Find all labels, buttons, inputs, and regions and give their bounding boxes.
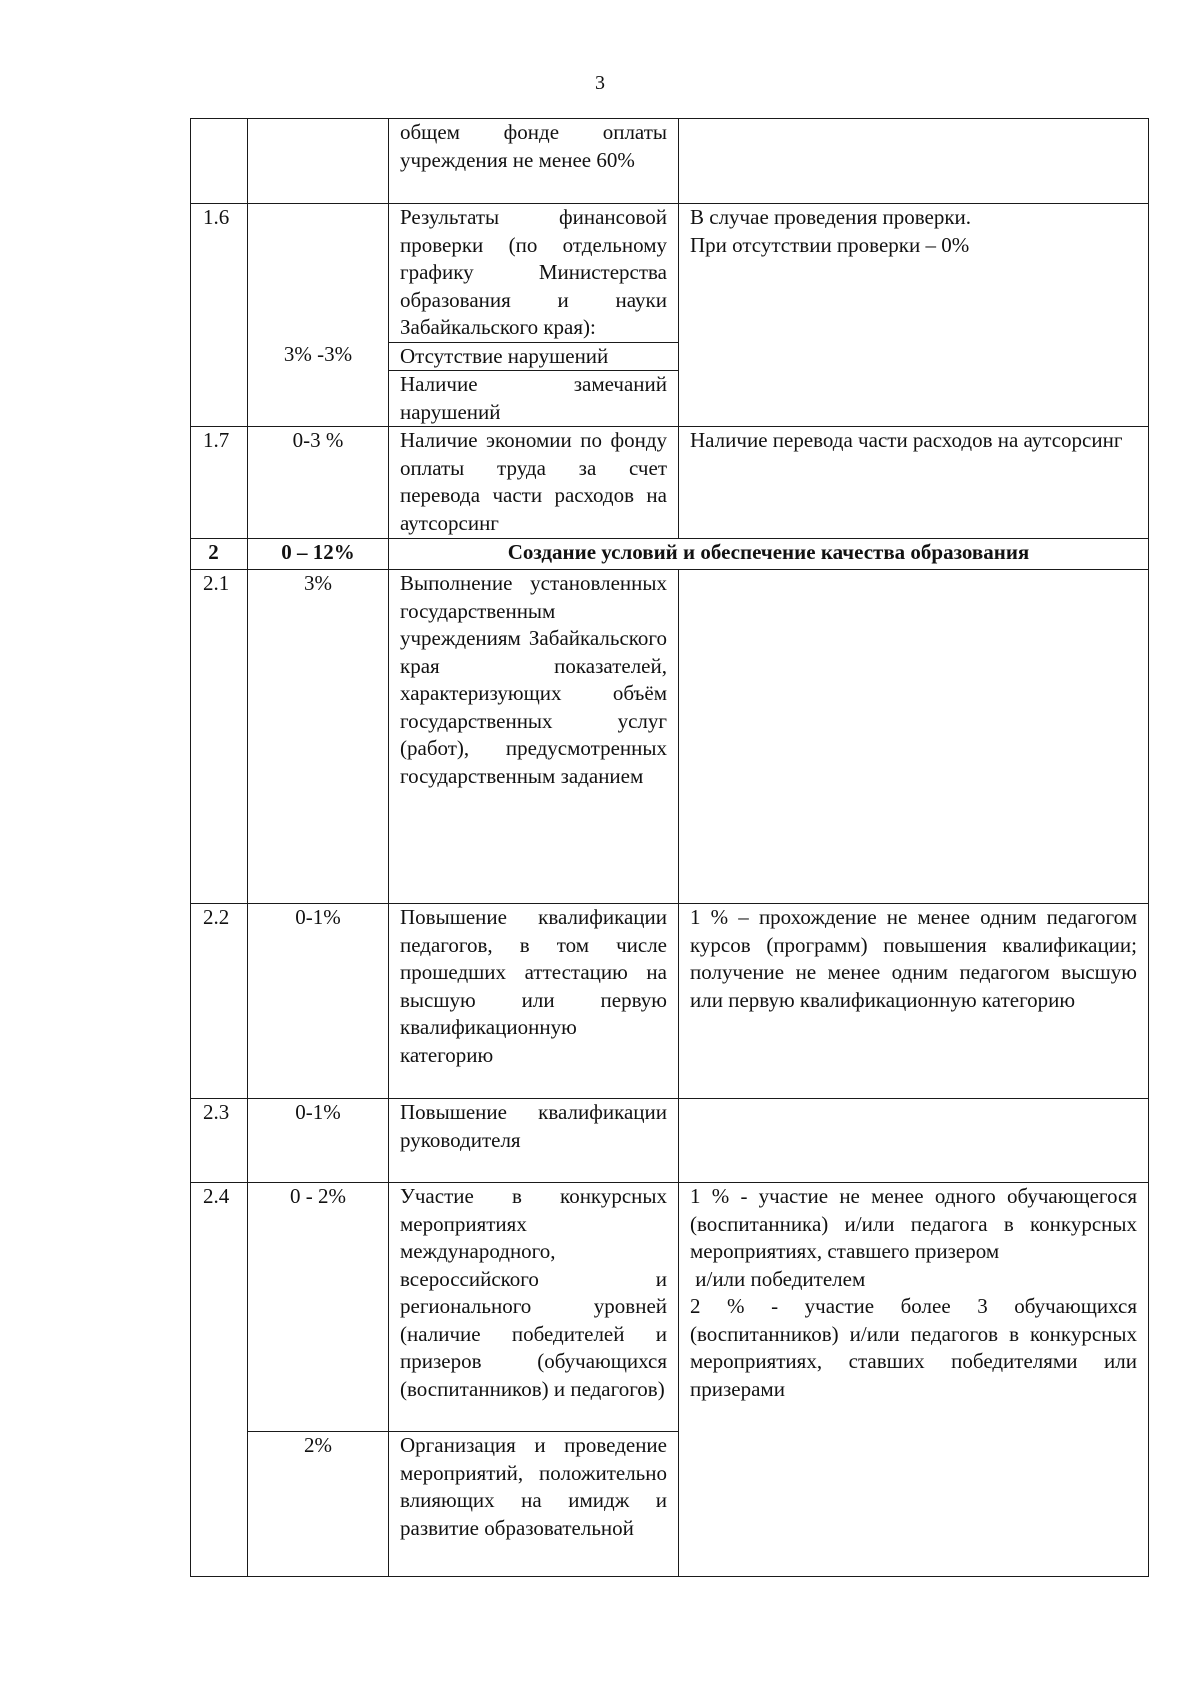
criteria-line-1: 1 % - участие не менее одного обучающегося (воспитанника) и/или педагога в конкурсных мероприятиях, ставшего призером	[690, 1184, 1137, 1263]
cell-criteria	[679, 204, 1149, 427]
cell-num: 2.2	[191, 904, 248, 1099]
cell-num: 2	[191, 539, 248, 570]
cell-indicator	[389, 204, 679, 427]
criteria-line-3: 2 % - участие более 3 обучающихся (воспитанников) и/или педагогов в конкурсных мероприятиях, ставших победителями или призерами	[690, 1294, 1137, 1401]
table-row-2-3	[191, 1099, 1149, 1183]
cell-pct	[248, 1183, 389, 1577]
criteria-line-1: В случае проведения проверки.	[690, 205, 972, 229]
cell-indicator: Наличие экономии по фонду оплаты труда за счет перевода части расходов на аутсорсинг	[389, 427, 679, 539]
criteria-line-2: и/или победителем	[690, 1266, 866, 1291]
pct-remarks: -3%	[317, 342, 353, 366]
cell-pct: 0-3 %	[248, 427, 389, 539]
pct-no-violations: 3%	[283, 342, 312, 366]
cell-indicator: Повышение квалификации педагогов, в том числе прошедших аттестацию на высшую или первую квалификационную категорию	[389, 904, 679, 1099]
cell-num: 2.4	[191, 1183, 248, 1577]
cell-pct: 0-1%	[248, 1099, 389, 1183]
cell-num: 1.7	[191, 427, 248, 539]
table-row-continuation	[191, 119, 1149, 204]
cell-criteria: 1 % – прохождение не менее одним педагогом курсов (программ) повышения квалификации; получение не менее одним педагогом высшую или первую квалификационную категорию	[679, 904, 1149, 1099]
indicator-heading: Результаты финансовой проверки (по отдельному графику Министерства образования и науки Забайкальского края):	[400, 205, 667, 339]
sub-indicator-no-violations: Отсутствие нарушений	[389, 342, 678, 371]
cell-pct: 3%	[248, 570, 389, 904]
table-row-1-7	[191, 427, 1149, 539]
indicator-organization: Организация и проведение мероприятий, положительно влияющих на имидж и развитие образовательной	[389, 1431, 678, 1542]
cell-criteria	[679, 1183, 1149, 1577]
cell-pct	[248, 204, 389, 427]
cell-criteria	[679, 570, 1149, 904]
criteria-line-2: При отсутствии проверки – 0%	[690, 232, 970, 257]
cell-pct	[248, 119, 389, 204]
table-row-section-2	[191, 539, 1149, 570]
cell-pct: 0-1%	[248, 904, 389, 1099]
cell-criteria: Наличие перевода части расходов на аутсорсинг	[679, 427, 1149, 539]
table-row-1-6	[191, 204, 1149, 427]
indicator-participation: Участие в конкурсных мероприятиях международного, всероссийского и регионального уровней (наличие победителей и призеров (обучающихся (воспитанников) и педагогов)	[400, 1184, 667, 1401]
cell-pct: 0 – 12%	[248, 539, 389, 570]
cell-indicator: общем фонде оплаты учреждения не менее 60%	[389, 119, 679, 204]
cell-criteria	[679, 119, 1149, 204]
sub-indicator-remarks: Наличие замечаний нарушений	[389, 370, 678, 426]
section-title: Создание условий и обеспечение качества образования	[389, 539, 1149, 570]
criteria-table	[190, 118, 1149, 1577]
cell-num: 2.3	[191, 1099, 248, 1183]
cell-num: 1.6	[191, 204, 248, 427]
table-row-2-4	[191, 1183, 1149, 1577]
table-row-2-2	[191, 904, 1149, 1099]
cell-num: 2.1	[191, 570, 248, 904]
cell-num	[191, 119, 248, 204]
cell-indicator: Повышение квалификации руководителя	[389, 1099, 679, 1183]
page-number: 3	[595, 72, 605, 94]
pct-organization: 2%	[248, 1431, 388, 1460]
cell-indicator	[389, 1183, 679, 1577]
cell-criteria	[679, 1099, 1149, 1183]
cell-indicator: Выполнение установленных государственным учреждениям Забайкальского края показателей, характеризующих объём государственных услуг (работ), предусмотренных государственным заданием	[389, 570, 679, 904]
pct-participation: 0 - 2%	[290, 1184, 346, 1208]
table-row-2-1	[191, 570, 1149, 904]
